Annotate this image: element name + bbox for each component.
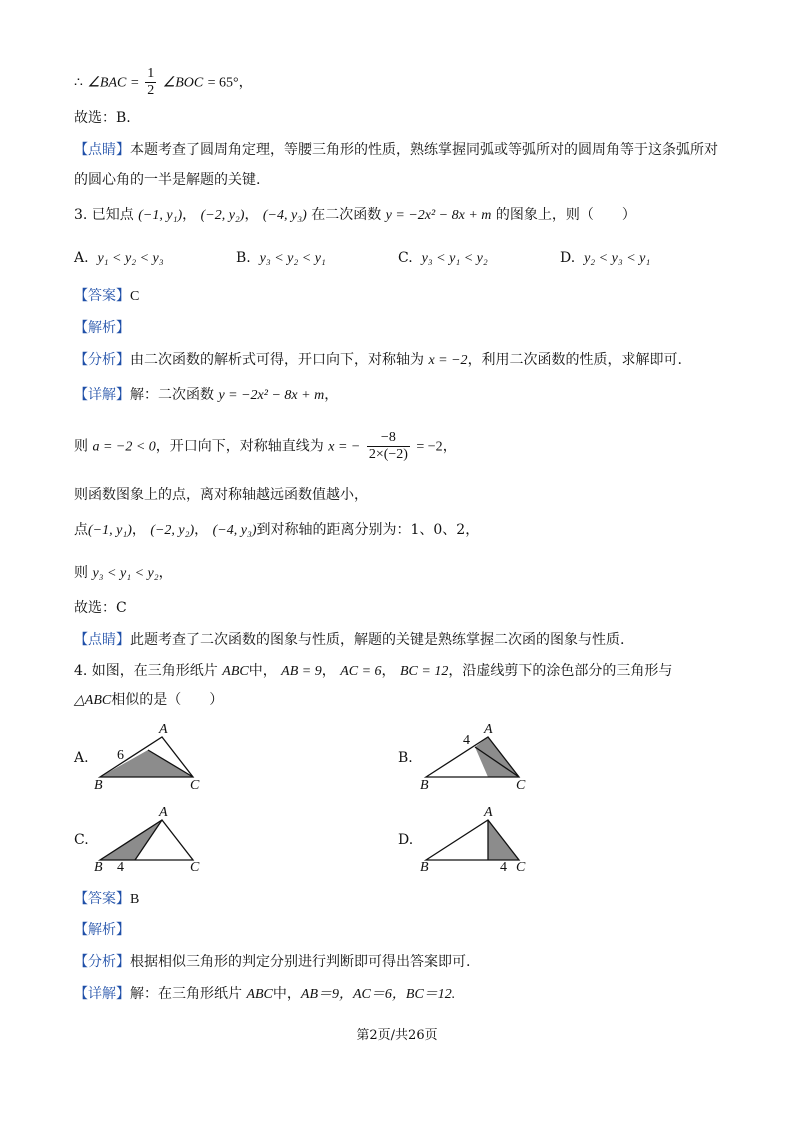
bc-length: BC = 12 [399,664,449,679]
side-label: 4 [500,860,507,875]
q4-answer [74,889,139,910]
sep: ， [182,207,197,223]
q3-result-line [74,563,173,584]
result-inequality: y₃ < y₁ < y₂ [92,566,159,581]
coefficient-condition: a = −2 < 0 [92,439,156,455]
option-text: y₃ < y₁ < y₂ [421,251,488,266]
vertex-b: B [420,778,429,793]
option-text: y₃ < y₂ < y₁ [259,251,326,266]
dianjing-tag: 【点睛】 [74,142,130,158]
text: 相似的是（ ） [111,692,224,708]
q4-fenxi [74,952,470,972]
option-letter: A. [74,250,89,266]
quadratic-function: y = −2x² − 8x + m [385,208,492,223]
therefore-symbol: ∴ [74,74,83,91]
text: ，开口向下，对称轴直线为 [155,438,324,455]
point-2: (−2, y₂) [150,523,195,538]
vertex-b: B [94,860,103,875]
sep: ， [194,522,209,538]
fraction-denominator: 2×(−2) [368,447,408,462]
q3-stem-prefix: 3. 已知点 [74,207,134,223]
side-values: AB＝9，AC＝6，BC＝12. [300,987,456,1002]
sep: ， [381,663,396,679]
xiangjie-text: 解：二次函数 [130,387,214,403]
q3-option-a [74,250,164,267]
sep: ， [244,207,259,223]
figure-d-letter: D. [398,832,414,848]
q3-stem [74,205,636,226]
jiexi-tag: 【解析】 [74,320,130,336]
option-text: y₂ < y₃ < y₁ [584,251,651,266]
side-label: 4 [463,733,470,748]
text: 解：在三角形纸片 [130,986,242,1002]
axis-lhs: x = − [328,439,361,455]
ac-length: AC = 6 [340,664,382,679]
jiexi-tag: 【解析】 [74,922,130,938]
vertex-b: B [420,860,429,875]
point-3: (−4, y₃) [262,208,307,223]
comma: ， [442,438,457,455]
axis-equation: x = −2 [428,353,468,368]
q4-stem-1 [74,661,672,682]
point-3: (−4, y₃) [212,523,257,538]
figure-b-letter: B. [398,750,413,766]
dianjing-text: 此题考查了二次函数的图象与性质，解题的关键是熟练掌握二次函的图象与性质. [130,632,625,648]
triangle-name: ABC [222,664,249,679]
shaded-triangle [475,737,519,777]
fraction-denominator: 2 [147,83,155,98]
text: 4. 如图，在三角形纸片 [74,663,218,679]
vertex-a: A [484,805,493,820]
quadratic-function: y = −2x² − 8x + m [218,388,325,403]
dianjing-text: 本题考查了圆周角定理，等腰三角形的性质，熟练掌握同弧或等弧所对的圆周角等于这条弧所对 [130,142,718,158]
q3-option-c [398,250,488,267]
vertex-c: C [190,778,200,793]
q3-fenxi [74,350,682,371]
comma: ， [158,565,173,581]
q3-axis-line [74,430,457,463]
answer-value: B [130,892,140,907]
text: 则 [74,438,88,455]
comma: ， [238,74,253,91]
q3-jiexi [74,318,130,338]
option-letter: D. [560,250,576,266]
answer-tag: 【答案】 [74,891,130,907]
dianjing-line-2 [74,170,260,190]
figure-c-letter: C. [74,832,89,848]
q4-xiangjie [74,984,455,1005]
q3-answer [74,286,139,307]
point-1: (−1, y₁) [138,208,183,223]
choose-b-line [74,108,131,128]
dianjing-tag: 【点睛】 [74,632,130,648]
angle-value: = 65° [207,75,239,91]
axis-fraction [367,430,410,463]
answer-tag: 【答案】 [74,288,130,304]
point-1: (−1, y₁) [88,523,132,538]
text: 则 [74,565,88,581]
option-letter: C. [398,250,413,266]
text: 中， [272,986,301,1002]
q4-stem-2 [74,690,223,711]
angle-bac: ∠BAC [87,75,127,91]
text: 点 [74,522,88,538]
vertex-b: B [94,778,103,793]
dianjing-text-2: 的圆心角的一半是解题的关键. [74,172,261,188]
fenxi-text: 根据相似三角形的判定分别进行判断即可得出答案即可. [130,954,471,970]
text: 中， [248,663,277,679]
option-letter: B. [236,250,251,266]
equals: = [130,75,139,91]
q3-property-line [74,485,368,505]
comma: ， [324,387,339,403]
conclusion-line [74,66,253,99]
sep: ， [321,663,336,679]
vertex-c: C [190,860,200,875]
dianjing-line-1 [74,140,718,160]
q4-jiexi [74,920,130,940]
xiangjie-tag: 【详解】 [74,986,130,1002]
property-text: 则函数图象上的点，离对称轴越远函数值越小， [74,487,368,503]
text: ，沿虚线剪下的涂色部分的三角形与 [448,663,673,679]
triangle-symbol: △ABC [74,693,112,708]
point-2: (−2, y₂) [200,208,245,223]
side-label: 6 [117,748,124,763]
vertex-a: A [484,722,493,737]
q3-option-d [560,250,650,267]
fenxi-tag: 【分析】 [74,352,130,368]
answer-value: C [130,289,140,304]
q3-distance-line [74,520,479,541]
choose-text: 故选：B. [74,110,131,126]
fenxi-tag: 【分析】 [74,954,130,970]
q3-stem-mid: 在二次函数 [311,207,382,223]
triangle-name: ABC [246,987,273,1002]
fenxi-text-2: ，利用二次函数的性质，求解即可. [467,352,683,368]
figure-a-letter: A. [74,750,89,766]
vertex-a: A [159,722,168,737]
q3-choose [74,598,127,618]
q3-stem-suffix: 的图象上，则（ ） [495,207,636,223]
one-half-fraction [145,66,156,99]
sep: ， [131,522,146,538]
page-footer: 第2页/共26页 [356,1028,438,1043]
fenxi-text: 由二次函数的解析式可得，开口向下，对称轴为 [130,352,424,368]
ab-length: AB = 9 [281,664,322,679]
shaded-triangle [100,750,193,777]
q3-option-b [236,250,326,267]
option-text: y₁ < y₂ < y₃ [97,251,164,266]
vertex-c: C [516,860,526,875]
q3-dianjing [74,630,624,650]
choose-text: 故选：C [74,600,127,616]
xiangjie-tag: 【详解】 [74,387,130,403]
q3-xiangjie [74,385,338,406]
fraction-numerator: 1 [147,66,155,81]
angle-boc: ∠BOC [162,75,204,91]
side-label: 4 [117,860,124,875]
vertex-a: A [159,805,168,820]
vertex-c: C [516,778,526,793]
axis-result: = −2 [416,439,443,455]
distance-text: 到对称轴的距离分别为：1、0、2， [256,522,480,538]
fraction-numerator: −8 [367,430,410,447]
